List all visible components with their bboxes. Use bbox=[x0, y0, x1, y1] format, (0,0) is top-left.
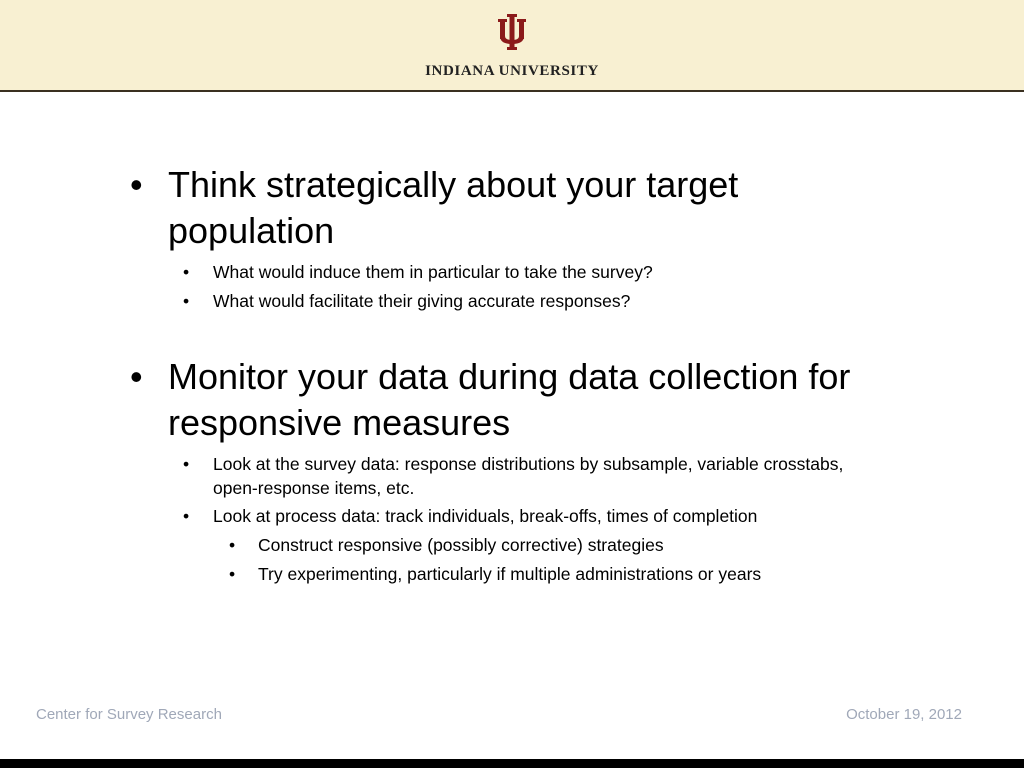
bullet-marker: • bbox=[229, 535, 236, 555]
bullet-marker: • bbox=[183, 291, 190, 311]
sub-sub-bullet-text: Try experimenting, particularly if multiple administrations or years bbox=[258, 564, 762, 584]
bullet-marker: • bbox=[183, 454, 190, 474]
bullet-marker: • bbox=[183, 506, 190, 526]
main-bullet bbox=[130, 354, 888, 446]
main-bullet-text: Think strategically about your target population bbox=[168, 164, 739, 251]
sub-sub-bullet bbox=[229, 533, 898, 557]
bullet-marker: • bbox=[229, 564, 236, 584]
sub-bullet bbox=[183, 289, 873, 313]
slide-header bbox=[0, 0, 1024, 92]
footer-organization: Center for Survey Research bbox=[36, 706, 222, 723]
sub-sub-bullet-text: Construct responsive (possibly corrective) strategies bbox=[258, 535, 664, 555]
sub-bullet bbox=[183, 260, 873, 284]
iu-trident-icon bbox=[497, 14, 527, 50]
sub-bullet-text: Look at the survey data: response distributions by subsample, variable crosstabs, open-response items, etc. bbox=[213, 454, 844, 498]
university-name: INDIANA UNIVERSITY bbox=[425, 63, 599, 79]
main-bullet bbox=[130, 162, 888, 254]
sub-bullet-text: What would facilitate their giving accurate responses? bbox=[213, 291, 631, 311]
sub-bullet bbox=[183, 452, 873, 500]
bullet-marker: • bbox=[130, 164, 143, 205]
footer-date: October 19, 2012 bbox=[846, 706, 962, 723]
sub-bullet-text: What would induce them in particular to take the survey? bbox=[213, 262, 653, 282]
bottom-border bbox=[0, 759, 1024, 768]
sub-bullet bbox=[183, 504, 873, 528]
bullet-marker: • bbox=[130, 356, 143, 397]
bullet-marker: • bbox=[183, 262, 190, 282]
sub-sub-bullet bbox=[229, 562, 898, 586]
main-bullet-text: Monitor your data during data collection for responsive measures bbox=[168, 356, 851, 443]
sub-bullet-text: Look at process data: track individuals, break-offs, times of completion bbox=[213, 506, 758, 526]
